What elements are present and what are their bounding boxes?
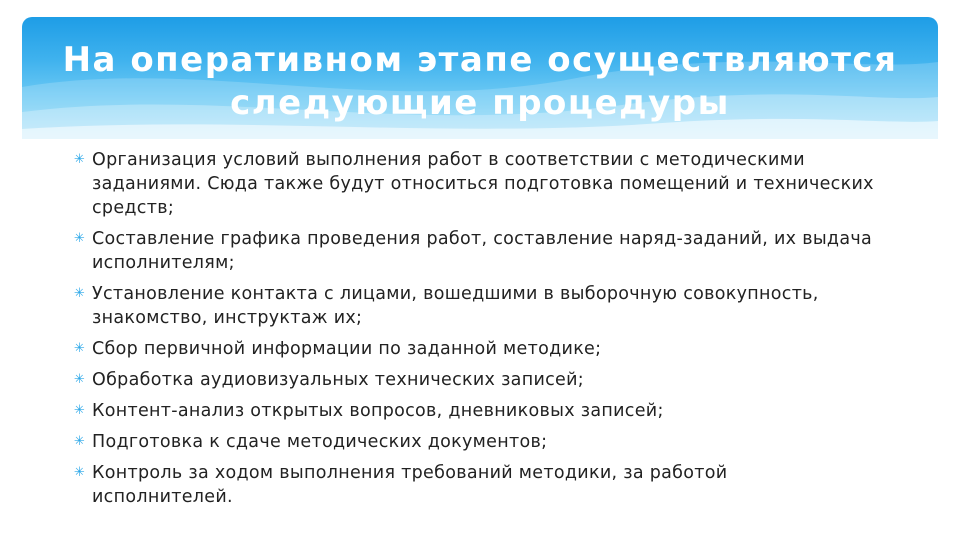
list-item-text: Контент-анализ открытых вопросов, дневниковых записей; bbox=[92, 401, 664, 421]
list-item-text: Организация условий выполнения работ в соответствии с методическими заданиями. Сюда также будут относиться подготовка помещений и технических средств; bbox=[92, 150, 874, 218]
asterisk-bullet-icon: ✳ bbox=[74, 231, 86, 246]
list-item-text: Контроль за ходом выполнения требований методики, за работой исполнителей. bbox=[92, 463, 728, 507]
list-item bbox=[74, 430, 874, 454]
list-item bbox=[74, 399, 874, 423]
list-item-text: Сбор первичной информации по заданной методике; bbox=[92, 339, 602, 359]
asterisk-bullet-icon: ✳ bbox=[74, 152, 86, 167]
asterisk-bullet-icon: ✳ bbox=[74, 286, 86, 301]
asterisk-bullet-icon: ✳ bbox=[74, 403, 86, 418]
list-item-text: Обработка аудиовизуальных технических записей; bbox=[92, 370, 584, 390]
asterisk-bullet-icon: ✳ bbox=[74, 341, 86, 356]
title-banner bbox=[22, 17, 938, 139]
asterisk-bullet-icon: ✳ bbox=[74, 465, 86, 480]
list-item bbox=[74, 337, 874, 361]
slide-title bbox=[22, 39, 938, 125]
asterisk-bullet-icon: ✳ bbox=[74, 372, 86, 387]
list-item-text: Установление контакта с лицами, вошедшими в выборочную совокупность, знакомство, инструктаж их; bbox=[92, 284, 819, 328]
title-line-2: следующие процедуры bbox=[230, 83, 730, 123]
list-item-text: Подготовка к сдаче методических документов; bbox=[92, 432, 548, 452]
list-item bbox=[74, 148, 874, 220]
list-item bbox=[74, 368, 874, 392]
title-line-1: На оперативном этапе осуществляются bbox=[62, 40, 898, 80]
list-item bbox=[74, 227, 874, 275]
asterisk-bullet-icon: ✳ bbox=[74, 434, 86, 449]
list-item bbox=[74, 282, 874, 330]
list-item bbox=[74, 461, 874, 509]
procedure-list bbox=[74, 148, 874, 516]
list-item-text: Составление графика проведения работ, составление наряд-заданий, их выдача исполнителям; bbox=[92, 229, 873, 273]
